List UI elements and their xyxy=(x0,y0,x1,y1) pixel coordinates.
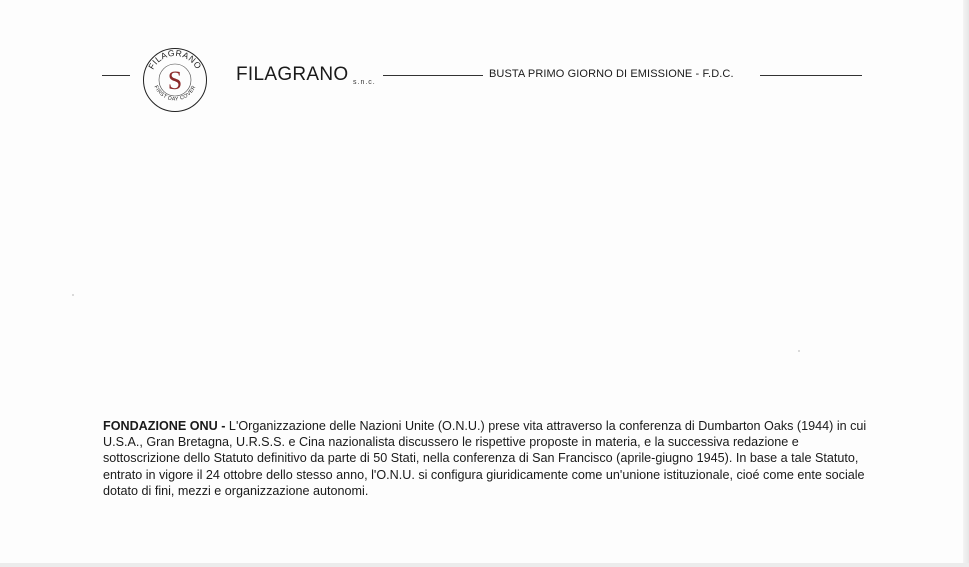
filagrano-logo xyxy=(142,47,208,113)
envelope-edge-bottom xyxy=(0,563,969,567)
left-rule xyxy=(102,75,130,76)
brand-suffix: s.n.c. xyxy=(353,79,376,86)
paper-speck xyxy=(72,294,74,296)
description-paragraph xyxy=(103,418,873,499)
middle-rule xyxy=(383,75,483,76)
logo-ring-bottom-text: FIRST DAY COVER xyxy=(152,84,198,103)
envelope-edge-right xyxy=(963,0,969,567)
brand-name: FILAGRANO xyxy=(236,64,349,85)
description-title: FONDAZIONE ONU - xyxy=(103,419,226,433)
header-subtitle: BUSTA PRIMO GIORNO DI EMISSIONE - F.D.C. xyxy=(489,68,734,80)
right-rule xyxy=(760,75,862,76)
paper-speck xyxy=(798,350,800,352)
description-text: L'Organizzazione delle Nazioni Unite (O.N.U.) prese vita attraverso la conferenza di Dumbarton Oaks (1944) in cui U.S.A., Gran Bretagna, U.R.S.S. e Cina nazionalista discussero le rispettive proposte in materia, e la successiva redazione e sottoscrizione dello Statuto definitivo da parte di 50 Stati, nella conferenza di San Francisco (aprile-giugno 1945). In base a tale Statuto, entrato in vigore il 24 ottobre dello stesso anno, l'O.N.U. si configura giuridicamente come un'unione istituzionale, cioé come ente sociale dotato di fini, mezzi e organizzazione autonomi. xyxy=(103,419,867,498)
logo-ring-top-text: FILAGRANO xyxy=(146,47,204,72)
logo-letter: S xyxy=(167,66,183,95)
